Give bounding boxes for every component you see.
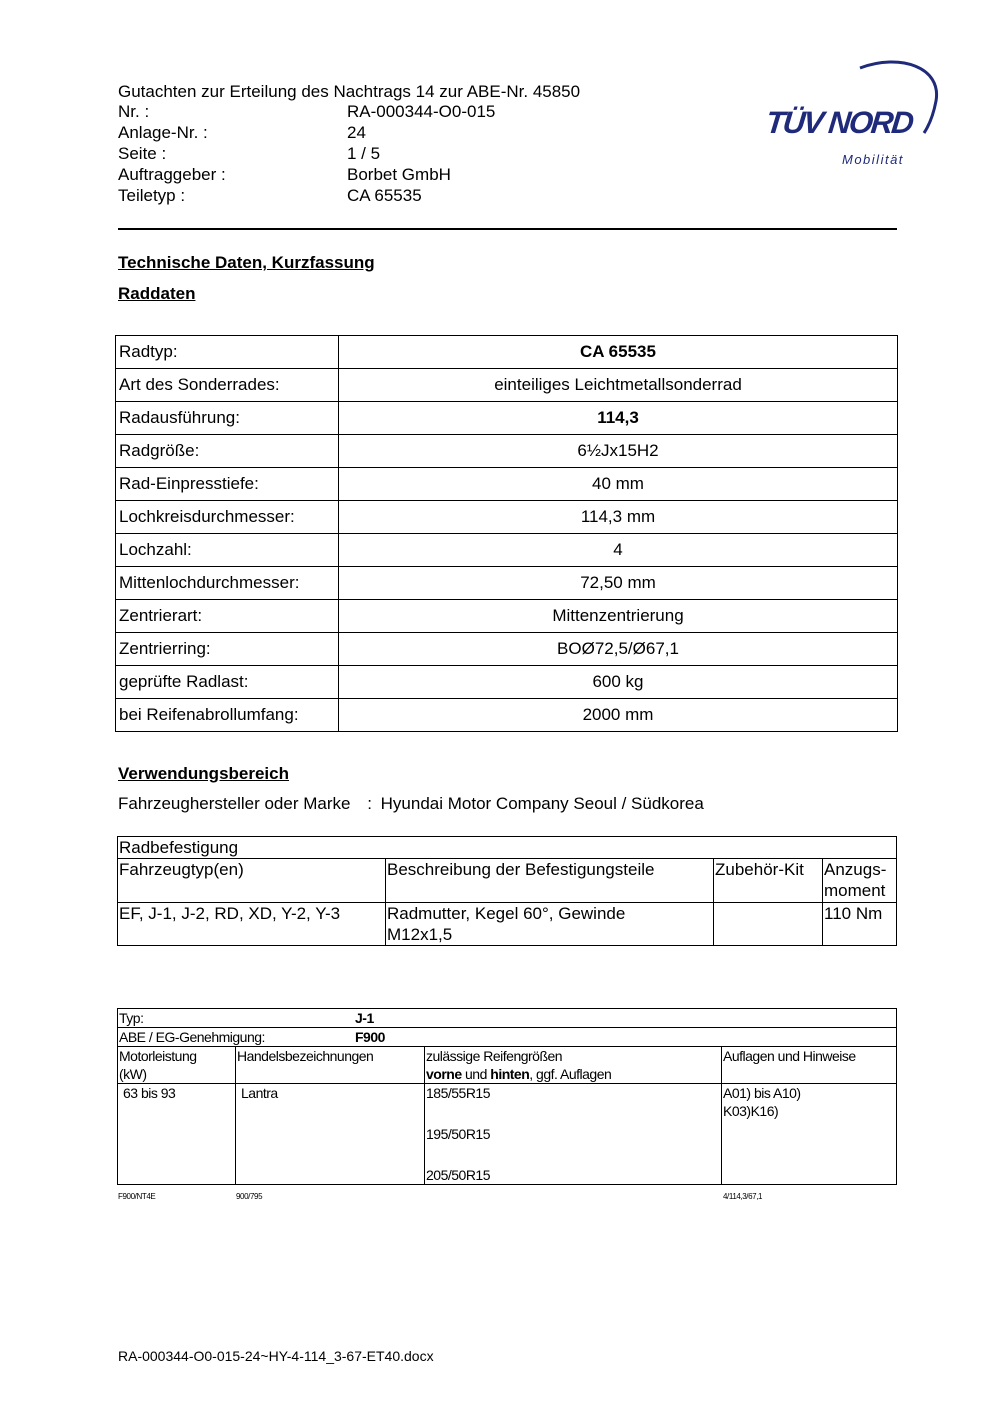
wheel-row-label: Lochzahl: xyxy=(116,534,339,567)
tires-cell xyxy=(425,1084,722,1185)
table-row xyxy=(116,468,898,501)
col-tires-header-2 xyxy=(426,1065,720,1083)
tuv-nord-logo xyxy=(760,55,950,175)
table-row xyxy=(118,1047,897,1084)
logo-subtitle: Mobilität xyxy=(842,152,904,167)
usage-label: Fahrzeughersteller oder Marke xyxy=(118,794,351,813)
table-row xyxy=(116,666,898,699)
wheel-data-table xyxy=(115,335,898,732)
wheel-row-label: Zentrierring: xyxy=(116,633,339,666)
field-value-nr: RA-000344-O0-015 xyxy=(347,102,496,121)
wheel-row-value: 40 mm xyxy=(339,468,898,501)
wheel-row-value: 4 xyxy=(339,534,898,567)
wheel-row-label: bei Reifenabrollumfang: xyxy=(116,699,339,732)
wheel-row-label: Mittenlochdurchmesser: xyxy=(116,567,339,600)
type-value: J-1 xyxy=(355,1010,374,1026)
wheel-row-value: BOØ72,5/Ø67,1 xyxy=(339,633,898,666)
mounting-header-torque-2: moment xyxy=(824,881,886,900)
wheel-row-value: 2000 mm xyxy=(339,699,898,732)
table-row xyxy=(116,501,898,534)
field-value-seite: 1 / 5 xyxy=(347,144,381,163)
abe-value: F900 xyxy=(355,1029,385,1045)
wheel-row-label: Radgröße: xyxy=(116,435,339,468)
mounting-kit xyxy=(714,903,823,946)
tire-size: 195/50R15 xyxy=(426,1126,491,1142)
vehicle-type-table xyxy=(117,1008,897,1185)
col-tires-header-1: zulässige Reifengrößen xyxy=(426,1048,563,1064)
wheel-row-label: Rad-Einpresstiefe: xyxy=(116,468,339,501)
col-power-header-2: (kW) xyxy=(119,1066,147,1082)
document-title: Gutachten zur Erteilung des Nachtrags 14 zur ABE-Nr. 45850 xyxy=(118,82,581,101)
field-label-seite: Seite : xyxy=(118,144,167,163)
name-cell: Lantra xyxy=(236,1084,425,1185)
col-power-header-1: Motorleistung xyxy=(119,1048,197,1064)
field-value-auftraggeber: Borbet GmbH xyxy=(347,165,451,184)
usage-value: Hyundai Motor Company Seoul / Südkorea xyxy=(380,794,704,813)
table-row xyxy=(116,336,898,369)
footer-filename: RA-000344-O0-015-24~HY-4-114_3-67-ET40.docx xyxy=(118,1348,434,1364)
table-row xyxy=(118,1084,897,1185)
wheel-row-label: Art des Sonderrades: xyxy=(116,369,339,402)
mounting-desc-1: Radmutter, Kegel 60°, Gewinde xyxy=(387,904,626,923)
col-tires-rear: hinten xyxy=(490,1066,530,1082)
mounting-header-torque-1: Anzugs- xyxy=(824,860,887,879)
table-row xyxy=(116,699,898,732)
table-row xyxy=(118,903,897,946)
mounting-torque: 110 Nm xyxy=(823,903,897,946)
col-tires-and: und xyxy=(461,1066,491,1082)
table-row xyxy=(118,1009,897,1028)
wheel-row-value: 114,3 xyxy=(339,402,898,435)
type-row-cell xyxy=(118,1009,897,1028)
power-cell: 63 bis 93 xyxy=(118,1084,236,1185)
usage-line xyxy=(118,794,704,814)
table-row xyxy=(118,859,897,903)
table-row xyxy=(116,402,898,435)
wheel-row-value: 72,50 mm xyxy=(339,567,898,600)
wheel-row-label: geprüfte Radlast: xyxy=(116,666,339,699)
section-title-usage: Verwendungsbereich xyxy=(118,764,289,783)
field-label-teiletyp: Teiletyp : xyxy=(118,186,186,205)
wheel-row-label: Radausführung: xyxy=(116,402,339,435)
wheel-row-label: Lochkreisdurchmesser: xyxy=(116,501,339,534)
mounting-desc-2: M12x1,5 xyxy=(387,925,453,944)
abe-label: ABE / EG-Genehmigung: xyxy=(119,1029,265,1045)
col-tires-rest: , ggf. Auflagen xyxy=(529,1066,612,1082)
mounting-title: Radbefestigung xyxy=(118,837,897,859)
logo-wordmark: TÜV NORD xyxy=(764,105,914,140)
col-names-header: Handelsbezeichnungen xyxy=(236,1047,425,1084)
table-row xyxy=(116,534,898,567)
section-title-wheel: Raddaten xyxy=(118,284,196,303)
field-label-nr: Nr. : xyxy=(118,102,150,121)
tire-size: 185/55R15 xyxy=(426,1085,491,1101)
wheel-row-value: CA 65535 xyxy=(339,336,898,369)
mounting-header-torque xyxy=(823,859,897,903)
notes-cell xyxy=(722,1084,897,1185)
mounting-types: EF, J-1, J-2, RD, XD, Y-2, Y-3 xyxy=(118,903,386,946)
table-row xyxy=(116,435,898,468)
col-power-header xyxy=(118,1047,236,1084)
table-row xyxy=(116,567,898,600)
table-footnote-mid: 900/795 xyxy=(236,1192,263,1201)
field-label-anlage: Anlage-Nr. : xyxy=(118,123,208,142)
field-label-auftraggeber: Auftraggeber : xyxy=(118,165,226,184)
table-row xyxy=(116,369,898,402)
section-title-tech: Technische Daten, Kurzfassung xyxy=(118,253,375,272)
abe-row-cell xyxy=(118,1028,897,1047)
mounting-desc xyxy=(386,903,714,946)
notes-line-2: K03)K16) xyxy=(723,1103,779,1119)
notes-line-1: A01) bis A10) xyxy=(723,1085,801,1101)
wheel-row-value: 114,3 mm xyxy=(339,501,898,534)
mounting-header-desc: Beschreibung der Befestigungsteile xyxy=(386,859,714,903)
wheel-row-value: 6½Jx15H2 xyxy=(339,435,898,468)
field-value-teiletyp: CA 65535 xyxy=(347,186,422,205)
wheel-row-label: Zentrierart: xyxy=(116,600,339,633)
table-row xyxy=(116,633,898,666)
col-tires-header xyxy=(425,1047,722,1084)
document-header xyxy=(0,0,993,230)
mounting-header-kit: Zubehör-Kit xyxy=(714,859,823,903)
col-notes-header: Auflagen und Hinweise xyxy=(722,1047,897,1084)
wheel-row-label: Radtyp: xyxy=(116,336,339,369)
col-tires-front: vorne xyxy=(426,1066,462,1082)
wheel-row-value: einteiliges Leichtmetallsonderrad xyxy=(339,369,898,402)
mounting-table xyxy=(117,836,897,946)
wheel-row-value: 600 kg xyxy=(339,666,898,699)
wheel-row-value: Mittenzentrierung xyxy=(339,600,898,633)
type-label: Typ: xyxy=(119,1010,144,1026)
table-row xyxy=(118,1028,897,1047)
header-divider xyxy=(118,228,897,230)
table-footnote-left: F900/NT4E xyxy=(118,1192,156,1201)
table-row xyxy=(116,600,898,633)
table-row xyxy=(118,837,897,859)
mounting-header-types: Fahrzeugtyp(en) xyxy=(118,859,386,903)
usage-separator: : xyxy=(367,794,372,813)
table-footnote-right: 4/114,3/67,1 xyxy=(723,1192,763,1201)
field-value-anlage: 24 xyxy=(347,123,366,142)
tire-size: 205/50R15 xyxy=(426,1167,491,1183)
